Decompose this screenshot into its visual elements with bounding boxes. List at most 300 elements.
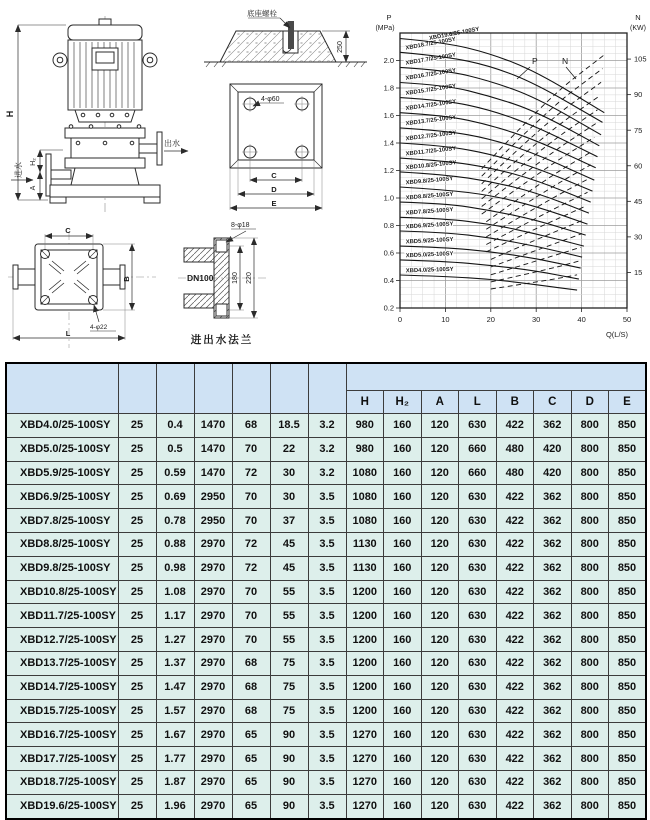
- value-cell: 160: [384, 509, 422, 533]
- model-cell: XBD10.8/25-100SY: [6, 580, 118, 604]
- y-axis-left-unit: (MPa): [375, 25, 395, 32]
- outlet-label: 出水: [164, 139, 180, 148]
- value-cell: 660: [459, 437, 497, 461]
- value-cell: 120: [421, 675, 459, 699]
- value-cell: 800: [571, 723, 609, 747]
- value-cell: 362: [534, 770, 572, 794]
- value-cell: 850: [609, 699, 647, 723]
- model-cell: XBD7.8/25-100SY: [6, 509, 118, 533]
- value-cell: 630: [459, 580, 497, 604]
- header-dim-C: C: [534, 391, 572, 414]
- value-cell: 0.5: [156, 437, 194, 461]
- value-cell: 1270: [346, 794, 384, 818]
- value-cell: 3.5: [308, 580, 346, 604]
- value-cell: 3.5: [308, 723, 346, 747]
- value-cell: 25: [118, 580, 156, 604]
- model-cell: XBD5.9/25-100SY: [6, 461, 118, 485]
- value-cell: 630: [459, 675, 497, 699]
- model-cell: XBD13.7/25-100SY: [6, 651, 118, 675]
- pump-base-outline: [35, 244, 103, 310]
- value-cell: 422: [496, 604, 534, 628]
- value-cell: 25: [118, 699, 156, 723]
- base-plate-holes-note: 4-φ60: [261, 96, 280, 103]
- value-cell: 75: [270, 699, 308, 723]
- value-cell: 2970: [194, 651, 232, 675]
- value-cell: 120: [421, 651, 459, 675]
- value-cell: 120: [421, 556, 459, 580]
- value-cell: 1.27: [156, 628, 194, 652]
- value-cell: 25: [118, 532, 156, 556]
- value-cell: 800: [571, 485, 609, 509]
- value-cell: 362: [534, 509, 572, 533]
- value-cell: 120: [421, 699, 459, 723]
- tick-label-left: 0.4: [383, 276, 394, 286]
- value-cell: 25: [118, 651, 156, 675]
- value-cell: 2970: [194, 723, 232, 747]
- value-cell: 422: [496, 509, 534, 533]
- value-cell: 800: [571, 747, 609, 771]
- value-cell: 362: [534, 414, 572, 438]
- value-cell: 2950: [194, 485, 232, 509]
- curve-label: XBD7.8/25-100SY: [405, 207, 454, 217]
- tick-label-right: 105: [634, 54, 647, 64]
- value-cell: 160: [384, 699, 422, 723]
- value-cell: 3.5: [308, 699, 346, 723]
- header-blank-1: [118, 363, 156, 414]
- corner-holes-note: 4-φ22: [90, 324, 108, 331]
- value-cell: 362: [534, 747, 572, 771]
- value-cell: 160: [384, 461, 422, 485]
- value-cell: 90: [270, 770, 308, 794]
- x-axis-title: Q(L/S): [605, 330, 629, 339]
- value-cell: 2970: [194, 675, 232, 699]
- value-cell: 800: [571, 414, 609, 438]
- value-cell: 1.37: [156, 651, 194, 675]
- value-cell: 2970: [194, 580, 232, 604]
- value-cell: 0.88: [156, 532, 194, 556]
- tick-label-right: 45: [634, 196, 643, 206]
- value-cell: 25: [118, 414, 156, 438]
- value-cell: 420: [534, 437, 572, 461]
- value-cell: 25: [118, 675, 156, 699]
- value-cell: 422: [496, 747, 534, 771]
- value-cell: 800: [571, 604, 609, 628]
- value-cell: 0.4: [156, 414, 194, 438]
- flange-top-view-drawing: [4, 224, 174, 354]
- model-cell: XBD18.7/25-100SY: [6, 770, 118, 794]
- value-cell: 120: [421, 723, 459, 747]
- value-cell: 630: [459, 651, 497, 675]
- table-row: [6, 580, 646, 604]
- value-cell: 420: [534, 461, 572, 485]
- curve-label: XBD13.7/25-100SY: [405, 114, 457, 128]
- value-cell: 422: [496, 532, 534, 556]
- value-cell: 70: [232, 580, 270, 604]
- value-cell: 630: [459, 770, 497, 794]
- value-cell: 120: [421, 770, 459, 794]
- value-cell: 160: [384, 723, 422, 747]
- header-dim-L: L: [459, 391, 497, 414]
- value-cell: 800: [571, 509, 609, 533]
- value-cell: 2970: [194, 604, 232, 628]
- model-cell: XBD8.8/25-100SY: [6, 532, 118, 556]
- value-cell: 2970: [194, 747, 232, 771]
- tick-label-left: 1.6: [383, 111, 394, 121]
- value-cell: 1200: [346, 651, 384, 675]
- value-cell: 362: [534, 794, 572, 818]
- value-cell: 630: [459, 699, 497, 723]
- value-cell: 3.5: [308, 675, 346, 699]
- value-cell: 850: [609, 485, 647, 509]
- model-cell: XBD4.0/25-100SY: [6, 414, 118, 438]
- value-cell: 800: [571, 461, 609, 485]
- annotation-n-leader: [566, 67, 576, 79]
- dim-c-label: C: [65, 226, 71, 235]
- motor: [53, 19, 157, 110]
- curve-label: XBD12.7/25-100SY: [405, 130, 457, 143]
- value-cell: 72: [232, 532, 270, 556]
- value-cell: 160: [384, 437, 422, 461]
- value-cell: 3.5: [308, 628, 346, 652]
- value-cell: 800: [571, 532, 609, 556]
- pipe-bore-label: DN100: [187, 273, 214, 283]
- value-cell: 25: [118, 747, 156, 771]
- value-cell: 362: [534, 580, 572, 604]
- value-cell: 3.5: [308, 509, 346, 533]
- tick-label-bottom: 20: [486, 315, 495, 324]
- value-cell: 72: [232, 556, 270, 580]
- table-row: [6, 461, 646, 485]
- value-cell: 25: [118, 485, 156, 509]
- curve-label: XBD14.7/25-100SY: [405, 99, 457, 113]
- value-cell: 1080: [346, 509, 384, 533]
- value-cell: 68: [232, 414, 270, 438]
- value-cell: 850: [609, 628, 647, 652]
- header-blank-2: [156, 363, 194, 414]
- table-row: [6, 485, 646, 509]
- tick-label-bottom: 40: [577, 315, 586, 324]
- curve-label: XBD19.6/25-100SY: [428, 26, 480, 42]
- value-cell: 1080: [346, 485, 384, 509]
- value-cell: 3.5: [308, 604, 346, 628]
- value-cell: 160: [384, 580, 422, 604]
- header-blank-3: [194, 363, 232, 414]
- value-cell: 1200: [346, 604, 384, 628]
- value-cell: 160: [384, 485, 422, 509]
- pump-elevation-drawing: [5, 4, 200, 220]
- value-cell: 362: [534, 628, 572, 652]
- value-cell: 2970: [194, 794, 232, 818]
- power-curve: [482, 137, 595, 214]
- value-cell: 362: [534, 604, 572, 628]
- dim-a-label: A: [30, 185, 37, 191]
- value-cell: 65: [232, 770, 270, 794]
- value-cell: 22: [270, 437, 308, 461]
- value-cell: 1.96: [156, 794, 194, 818]
- value-cell: 850: [609, 437, 647, 461]
- value-cell: 3.5: [308, 747, 346, 771]
- value-cell: 0.78: [156, 509, 194, 533]
- table-row: [6, 723, 646, 747]
- value-cell: 1.08: [156, 580, 194, 604]
- value-cell: 660: [459, 461, 497, 485]
- curve-label: XBD11.7/25-100SY: [405, 145, 457, 158]
- table-row: [6, 604, 646, 628]
- value-cell: 70: [232, 604, 270, 628]
- value-cell: 25: [118, 556, 156, 580]
- value-cell: 120: [421, 580, 459, 604]
- value-cell: 362: [534, 556, 572, 580]
- value-cell: 25: [118, 604, 156, 628]
- tick-label-bottom: 0: [397, 315, 403, 324]
- value-cell: 1.47: [156, 675, 194, 699]
- model-cell: XBD15.7/25-100SY: [6, 699, 118, 723]
- flange-holes-note: 8-φ18: [231, 222, 250, 229]
- dim-l-label: L: [65, 329, 71, 338]
- value-cell: 422: [496, 414, 534, 438]
- value-cell: 1.17: [156, 604, 194, 628]
- tick-label-left: 1.0: [383, 193, 394, 203]
- value-cell: 1.87: [156, 770, 194, 794]
- value-cell: 68: [232, 651, 270, 675]
- curve-label: XBD5.9/25-100SY: [405, 236, 454, 246]
- value-cell: 120: [421, 509, 459, 533]
- value-cell: 422: [496, 651, 534, 675]
- tick-label-left: 0.2: [383, 303, 394, 313]
- curve-label: XBD6.9/25-100SY: [405, 221, 454, 231]
- spec-table: [5, 362, 647, 820]
- y-axis-right-unit: (KW): [630, 25, 646, 32]
- value-cell: 2950: [194, 509, 232, 533]
- tick-label-right: 60: [634, 161, 643, 171]
- value-cell: 1470: [194, 437, 232, 461]
- value-cell: 3.5: [308, 532, 346, 556]
- power-curve: [482, 55, 605, 169]
- tick-label-bottom: 50: [622, 315, 632, 324]
- performance-chart: [370, 0, 650, 352]
- value-cell: 3.2: [308, 461, 346, 485]
- inlet-label: 进水: [14, 162, 23, 178]
- value-cell: 800: [571, 580, 609, 604]
- value-cell: 120: [421, 437, 459, 461]
- y-axis-left-title: P: [386, 13, 392, 22]
- y-axis-right-title: N: [635, 13, 641, 22]
- value-cell: 630: [459, 556, 497, 580]
- table-row: [6, 532, 646, 556]
- value-cell: 850: [609, 532, 647, 556]
- curve-label: XBD15.7/25-100SY: [405, 83, 457, 98]
- tick-label-left: 1.4: [383, 138, 394, 148]
- value-cell: 850: [609, 651, 647, 675]
- value-cell: 1200: [346, 675, 384, 699]
- value-cell: 1200: [346, 580, 384, 604]
- value-cell: 630: [459, 532, 497, 556]
- table-header: [6, 363, 646, 414]
- value-cell: 120: [421, 604, 459, 628]
- tick-label-left: 0.6: [383, 248, 394, 258]
- value-cell: 160: [384, 651, 422, 675]
- value-cell: 120: [421, 628, 459, 652]
- tick-label-right: 90: [634, 90, 643, 100]
- value-cell: 37: [270, 509, 308, 533]
- table-row: [6, 747, 646, 771]
- value-cell: 55: [270, 580, 308, 604]
- value-cell: 800: [571, 437, 609, 461]
- value-cell: 1470: [194, 414, 232, 438]
- value-cell: 362: [534, 723, 572, 747]
- tick-label-left: 1.8: [383, 83, 394, 93]
- table-row: [6, 651, 646, 675]
- value-cell: 160: [384, 556, 422, 580]
- value-cell: 25: [118, 437, 156, 461]
- value-cell: 800: [571, 675, 609, 699]
- tick-label-right: 75: [634, 125, 643, 135]
- value-cell: 422: [496, 770, 534, 794]
- curve-label: XBD10.8/25-100SY: [405, 160, 457, 172]
- value-cell: 55: [270, 604, 308, 628]
- header-dim-E: E: [609, 391, 647, 414]
- model-cell: XBD9.8/25-100SY: [6, 556, 118, 580]
- header-blank-4: [232, 363, 270, 414]
- pump-body: [46, 110, 162, 203]
- value-cell: 850: [609, 414, 647, 438]
- dimensions: [226, 229, 258, 318]
- value-cell: 160: [384, 675, 422, 699]
- curve-label: XBD17.7/25-100SY: [405, 52, 457, 67]
- table-row: [6, 414, 646, 438]
- header-dimensions-group: [346, 363, 646, 391]
- value-cell: 422: [496, 699, 534, 723]
- value-cell: 160: [384, 414, 422, 438]
- value-cell: 800: [571, 556, 609, 580]
- value-cell: 3.5: [308, 794, 346, 818]
- value-cell: 160: [384, 628, 422, 652]
- value-cell: 65: [232, 723, 270, 747]
- value-cell: 362: [534, 699, 572, 723]
- value-cell: 65: [232, 747, 270, 771]
- value-cell: 2970: [194, 770, 232, 794]
- value-cell: 630: [459, 723, 497, 747]
- value-cell: 70: [232, 485, 270, 509]
- value-cell: 1200: [346, 699, 384, 723]
- value-cell: 850: [609, 675, 647, 699]
- dim-h2-label: H₂: [30, 158, 37, 166]
- value-cell: 850: [609, 461, 647, 485]
- table-row: [6, 699, 646, 723]
- header-dim-B: B: [496, 391, 534, 414]
- value-cell: 1270: [346, 747, 384, 771]
- model-cell: XBD17.7/25-100SY: [6, 747, 118, 771]
- value-cell: 120: [421, 461, 459, 485]
- value-cell: 18.5: [270, 414, 308, 438]
- value-cell: 160: [384, 794, 422, 818]
- value-cell: 1.67: [156, 723, 194, 747]
- dim-c-label: C: [271, 171, 277, 180]
- value-cell: 800: [571, 628, 609, 652]
- value-cell: 45: [270, 556, 308, 580]
- value-cell: 0.59: [156, 461, 194, 485]
- header-model-blank: [6, 363, 118, 414]
- header-blank-5: [270, 363, 308, 414]
- value-cell: 422: [496, 580, 534, 604]
- value-cell: 1130: [346, 556, 384, 580]
- value-cell: 850: [609, 580, 647, 604]
- value-cell: 1.77: [156, 747, 194, 771]
- value-cell: 800: [571, 651, 609, 675]
- value-cell: 3.5: [308, 651, 346, 675]
- header-blank-6: [308, 363, 346, 414]
- value-cell: 1.57: [156, 699, 194, 723]
- value-cell: 800: [571, 699, 609, 723]
- value-cell: 630: [459, 414, 497, 438]
- model-cell: XBD19.6/25-100SY: [6, 794, 118, 818]
- value-cell: 120: [421, 532, 459, 556]
- value-cell: 72: [232, 461, 270, 485]
- value-cell: 1080: [346, 461, 384, 485]
- value-cell: 160: [384, 747, 422, 771]
- model-cell: XBD11.7/25-100SY: [6, 604, 118, 628]
- value-cell: 630: [459, 628, 497, 652]
- value-cell: 120: [421, 485, 459, 509]
- value-cell: 3.2: [308, 414, 346, 438]
- model-cell: XBD16.7/25-100SY: [6, 723, 118, 747]
- curve-label: XBD18.7/25-100SY: [405, 36, 457, 52]
- dim-e-label: E: [271, 199, 277, 208]
- foundation-and-base-plate-drawing: [200, 4, 372, 220]
- value-cell: 850: [609, 509, 647, 533]
- value-cell: 850: [609, 770, 647, 794]
- value-cell: 45: [270, 532, 308, 556]
- value-cell: 422: [496, 628, 534, 652]
- value-cell: 68: [232, 699, 270, 723]
- annotation-p: P: [532, 56, 538, 66]
- value-cell: 630: [459, 794, 497, 818]
- tick-label-left: 1.2: [383, 166, 394, 176]
- value-cell: 850: [609, 723, 647, 747]
- value-cell: 480: [496, 437, 534, 461]
- value-cell: 1270: [346, 770, 384, 794]
- table-row: [6, 675, 646, 699]
- header-dim-D: D: [571, 391, 609, 414]
- header-dim-H2: H₂: [384, 391, 422, 414]
- value-cell: 2970: [194, 532, 232, 556]
- flange-caption: 进出水法兰: [190, 334, 254, 346]
- value-cell: 362: [534, 485, 572, 509]
- model-cell: XBD5.0/25-100SY: [6, 437, 118, 461]
- value-cell: 422: [496, 723, 534, 747]
- value-cell: 90: [270, 723, 308, 747]
- value-cell: 980: [346, 414, 384, 438]
- value-cell: 422: [496, 794, 534, 818]
- header-dim-A: A: [421, 391, 459, 414]
- model-cell: XBD12.7/25-100SY: [6, 628, 118, 652]
- table-row: [6, 794, 646, 818]
- value-cell: 3.5: [308, 770, 346, 794]
- value-cell: 3.5: [308, 556, 346, 580]
- value-cell: 2970: [194, 628, 232, 652]
- value-cell: 30: [270, 485, 308, 509]
- tick-label-left: 2.0: [383, 56, 394, 66]
- value-cell: 160: [384, 770, 422, 794]
- value-cell: 2970: [194, 699, 232, 723]
- annotation-p-leader: [517, 67, 530, 79]
- dim-180-label: 180: [232, 272, 239, 284]
- value-cell: 630: [459, 509, 497, 533]
- value-cell: 2970: [194, 556, 232, 580]
- value-cell: 422: [496, 675, 534, 699]
- flange-section-drawing: [176, 218, 366, 354]
- value-cell: 25: [118, 509, 156, 533]
